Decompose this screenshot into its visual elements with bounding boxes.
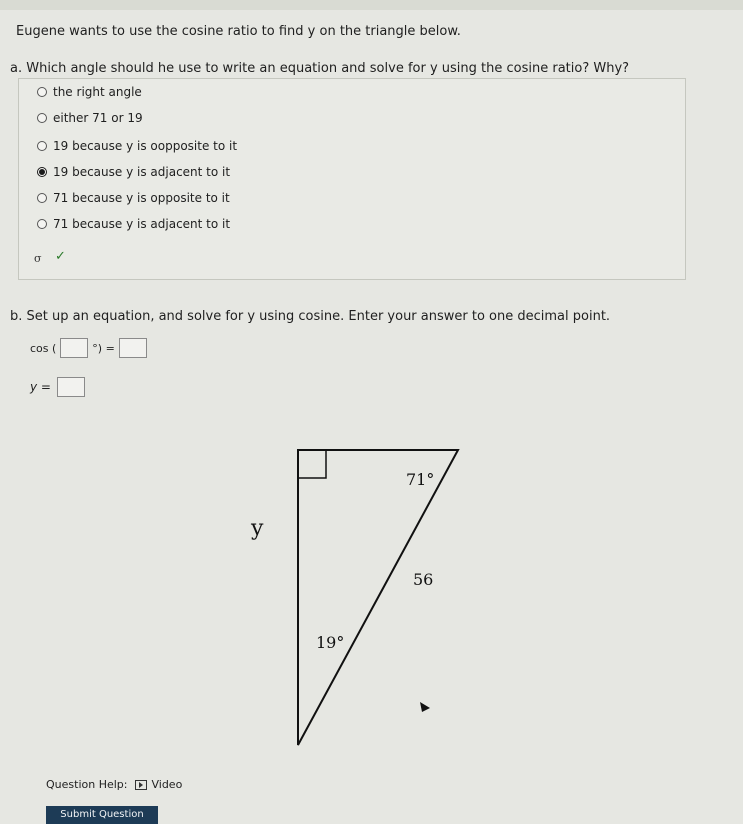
top-bar — [0, 0, 743, 10]
svg-text:σ: σ — [34, 251, 42, 264]
radio-button[interactable] — [37, 193, 47, 203]
choice-label: 71 because y is adjacent to it — [53, 217, 231, 231]
question-intro: Eugene wants to use the cosine ratio to find y on the triangle below. — [16, 24, 461, 39]
question-help — [46, 778, 182, 791]
hypotenuse-label: 56 — [413, 570, 434, 589]
angle-71-label: 71° — [406, 470, 435, 489]
right-angle-marker — [298, 450, 326, 478]
choice-5[interactable] — [37, 217, 230, 231]
radio-button[interactable] — [37, 113, 47, 123]
triangle-shape — [298, 450, 458, 745]
y-answer-input[interactable] — [57, 377, 85, 397]
sigma-icon[interactable] — [33, 250, 47, 264]
choice-0[interactable] — [37, 85, 142, 99]
degree-paren-label: °) = — [92, 341, 115, 355]
choice-label: either 71 or 19 — [53, 111, 143, 125]
angle-input[interactable] — [60, 338, 88, 358]
answer-choices-box — [18, 78, 686, 280]
triangle-figure — [230, 440, 510, 760]
submit-question-button[interactable]: Submit Question — [46, 806, 158, 824]
radio-button[interactable] — [37, 87, 47, 97]
help-label: Question Help: — [46, 778, 128, 791]
y-label: y = — [30, 380, 51, 394]
play-icon — [135, 780, 147, 790]
choice-4[interactable] — [37, 191, 230, 205]
radio-button[interactable] — [37, 141, 47, 151]
angle-19-label: 19° — [316, 633, 345, 652]
radio-button[interactable] — [37, 219, 47, 229]
choice-3[interactable] — [37, 165, 230, 179]
side-y-label: y — [251, 516, 264, 541]
cos-label: cos ( — [30, 341, 57, 355]
choice-label: 71 because y is opposite to it — [53, 191, 230, 205]
part-a-prompt: a. Which angle should he use to write an equation and solve for y using the cosine ratio? Why? — [10, 61, 630, 76]
mouse-cursor — [420, 702, 430, 712]
ratio-input[interactable] — [119, 338, 147, 358]
choice-label: the right angle — [53, 85, 142, 99]
radio-button-selected[interactable] — [37, 167, 47, 177]
check-icon: ✓ — [55, 249, 66, 264]
video-label: Video — [151, 778, 183, 791]
choice-label: 19 because y is oopposite to it — [53, 139, 238, 153]
choice-1[interactable] — [37, 111, 143, 125]
video-help-link[interactable] — [135, 778, 182, 791]
part-b-prompt: b. Set up an equation, and solve for y using cosine. Enter your answer to one decimal point. — [10, 309, 611, 324]
cos-equation-row — [30, 338, 147, 358]
choice-2[interactable] — [37, 139, 237, 153]
y-equation-row — [30, 377, 85, 397]
answer-tools — [33, 249, 66, 264]
choice-label: 19 because y is adjacent to it — [53, 165, 231, 179]
